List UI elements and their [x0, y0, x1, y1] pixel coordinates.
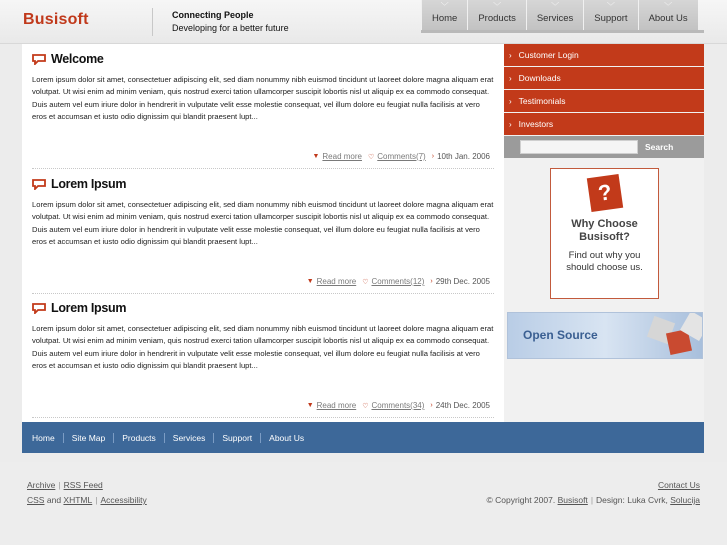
footnav-support[interactable]: Support — [213, 433, 260, 443]
speech-bubble-icon — [32, 54, 46, 65]
chevron-right-icon: › — [509, 73, 512, 83]
article-date: 24th Dec. 2005 — [435, 401, 490, 410]
open-source-label: Open Source — [523, 328, 598, 342]
footnav-about-us[interactable]: About Us — [260, 433, 312, 443]
why-text: Find out why you should choose us. — [566, 250, 643, 273]
article-separator — [32, 168, 494, 169]
search-input[interactable] — [520, 140, 638, 154]
article-date: 29th Dec. 2005 — [435, 277, 490, 286]
chevron-right-icon: › — [509, 96, 512, 106]
slogan — [172, 9, 289, 35]
arrow-down-icon: ▼ — [312, 153, 320, 160]
header-divider — [152, 8, 153, 36]
busisoft-link[interactable]: Busisoft — [557, 495, 588, 505]
article-separator — [32, 417, 494, 418]
article-body: Lorem ipsum dolor sit amet, consectetuer adipiscing elit, sed diam nonummy nibh euismod tincidunt ut laoreet dolore magna aliquam erat volutpat. Ut wisi enim ad minim veniam, quis nostrud exerci tation ullamcorper suscipit lobortis nisl ut aliquip ex ea commodo consequat. Duis autem vel eum iriure dolor in hendrerit in vulputate velit esse molestie consequat, vel illum dolore eu feugiat nulla facilisis at vero eros et accumsan et iusto odio dignissim qui blandit praesent lupt... — [32, 200, 494, 247]
topnav-home[interactable]: ﹀ Home — [421, 0, 467, 30]
sidebar-item-investors[interactable]: › Investors — [504, 113, 704, 135]
header — [0, 0, 727, 44]
chevron-down-icon: ﹀ — [493, 2, 502, 11]
chevron-right-icon: › — [509, 50, 512, 60]
site-logo[interactable]: Busisoft — [23, 11, 89, 28]
top-navigation — [421, 0, 698, 30]
why-title: Why Choose Busisoft? — [571, 218, 638, 243]
chevron-right-icon: › — [430, 278, 433, 285]
sidebar-item-testimonials[interactable]: › Testimonials — [504, 90, 704, 112]
comments-link[interactable]: Comments(7) — [377, 152, 426, 161]
xhtml-link[interactable]: XHTML — [63, 495, 93, 505]
topnav-services[interactable]: ﹀ Services — [526, 0, 583, 30]
read-more-link[interactable]: Read more — [316, 277, 357, 286]
speech-bubble-icon — [32, 303, 46, 314]
search-bar — [504, 136, 704, 158]
article-meta — [306, 152, 490, 161]
slogan-line-2: Developing for a better future — [172, 23, 289, 33]
comment-icon: ♡ — [367, 153, 375, 161]
chevron-down-icon: ﹀ — [664, 2, 673, 11]
comment-icon: ♡ — [362, 402, 369, 410]
speech-bubble-icon — [32, 179, 46, 190]
sidebar-item-customer-login[interactable]: › Customer Login — [504, 44, 704, 66]
footnav-products[interactable]: Products — [113, 433, 164, 443]
read-more-link[interactable]: Read more — [322, 152, 362, 161]
why-choose-banner[interactable] — [550, 168, 659, 299]
archive-link[interactable]: Archive — [27, 480, 56, 490]
chevron-right-icon: › — [509, 119, 512, 129]
article-body: Lorem ipsum dolor sit amet, consectetuer adipiscing elit, sed diam nonummy nibh euismod tincidunt ut laoreet dolore magna aliquam erat volutpat. Ut wisi enim ad minim veniam, quis nostrud exerci tation ullamcorper suscipit lobortis nisl ut aliquip ex ea commodo consequat. Duis autem vel eum iriure dolor in hendrerit in vulputate velit esse molestie consequat, vel illum dolore eu feugiat nulla facilisis at vero eros et accumsan et iusto odio dignissim qui blandit praesent lupt... — [32, 324, 494, 371]
topnav-support[interactable]: ﹀ Support — [583, 0, 637, 30]
article-date: 10th Jan. 2006 — [437, 152, 490, 161]
search-button[interactable]: Search — [645, 142, 674, 152]
and-text: and — [46, 495, 62, 505]
footnav-services[interactable]: Services — [164, 433, 214, 443]
comments-link[interactable]: Comments(12) — [371, 277, 425, 286]
chevron-right-icon: › — [430, 402, 433, 409]
rss-feed-link[interactable]: RSS Feed — [63, 480, 103, 490]
article — [32, 301, 494, 373]
solucija-link[interactable]: Solucija — [670, 495, 700, 505]
footer-copyright: © Copyright 2007. Busisoft | Design: Luka Cvrk, Solucija — [486, 495, 700, 505]
accessibility-link[interactable]: Accessibility — [100, 495, 147, 505]
footer-links-left-1: Archive | RSS Feed — [27, 480, 103, 490]
footer-links-left-2: CSS and XHTML | Accessibility — [27, 495, 147, 505]
footer-contact — [658, 480, 700, 490]
main-content — [22, 44, 504, 422]
question-mark-icon: ? — [586, 174, 622, 212]
contact-us-link[interactable]: Contact Us — [657, 480, 700, 490]
chevron-right-icon: › — [431, 153, 435, 160]
sidebar-item-downloads[interactable]: › Downloads — [504, 67, 704, 89]
arrow-down-icon: ▼ — [306, 278, 314, 285]
chevron-down-icon: ﹀ — [606, 2, 615, 11]
slogan-line-1: Connecting People — [172, 10, 254, 20]
footer-navigation — [22, 422, 704, 453]
page-footer — [0, 462, 727, 545]
read-more-link[interactable]: Read more — [316, 401, 357, 410]
topnav-about-us[interactable]: ﹀ About Us — [638, 0, 698, 30]
open-source-banner[interactable] — [507, 312, 703, 359]
arrow-down-icon: ▼ — [306, 402, 314, 409]
chevron-down-icon: ﹀ — [440, 2, 449, 11]
chevron-down-icon: ﹀ — [551, 2, 560, 11]
article-title: Welcome — [32, 52, 494, 66]
comment-icon: ♡ — [362, 278, 369, 286]
article-body: Lorem ipsum dolor sit amet, consectetuer adipiscing elit, sed diam nonummy nibh euismod tincidunt ut laoreet dolore magna aliquam erat volutpat. Ut wisi enim ad minim veniam, quis nostrud exerci tation ullamcorper suscipit lobortis nisl ut aliquip ex ea commodo consequat. Duis autem vel eum iriure dolor in hendrerit in vulputate velit esse molestie consequat, vel illum dolore eu feugiat nulla facilisis at vero eros et accumsan et iusto odio dignissim qui blandit praesent lupt... — [32, 75, 494, 122]
footnav-site-map[interactable]: Site Map — [63, 433, 114, 443]
topnav-products[interactable]: ﹀ Products — [467, 0, 526, 30]
article-title: Lorem Ipsum — [32, 301, 494, 315]
comments-link[interactable]: Comments(34) — [371, 401, 425, 410]
article-meta — [301, 277, 490, 286]
sidebar — [504, 44, 704, 422]
css-link[interactable]: CSS — [27, 495, 45, 505]
article — [32, 177, 494, 249]
footnav-home[interactable]: Home — [32, 432, 55, 443]
article-meta — [301, 401, 490, 410]
topnav-shadow — [421, 30, 704, 33]
article-title: Lorem Ipsum — [32, 177, 494, 191]
article — [32, 52, 494, 124]
article-separator — [32, 293, 494, 294]
